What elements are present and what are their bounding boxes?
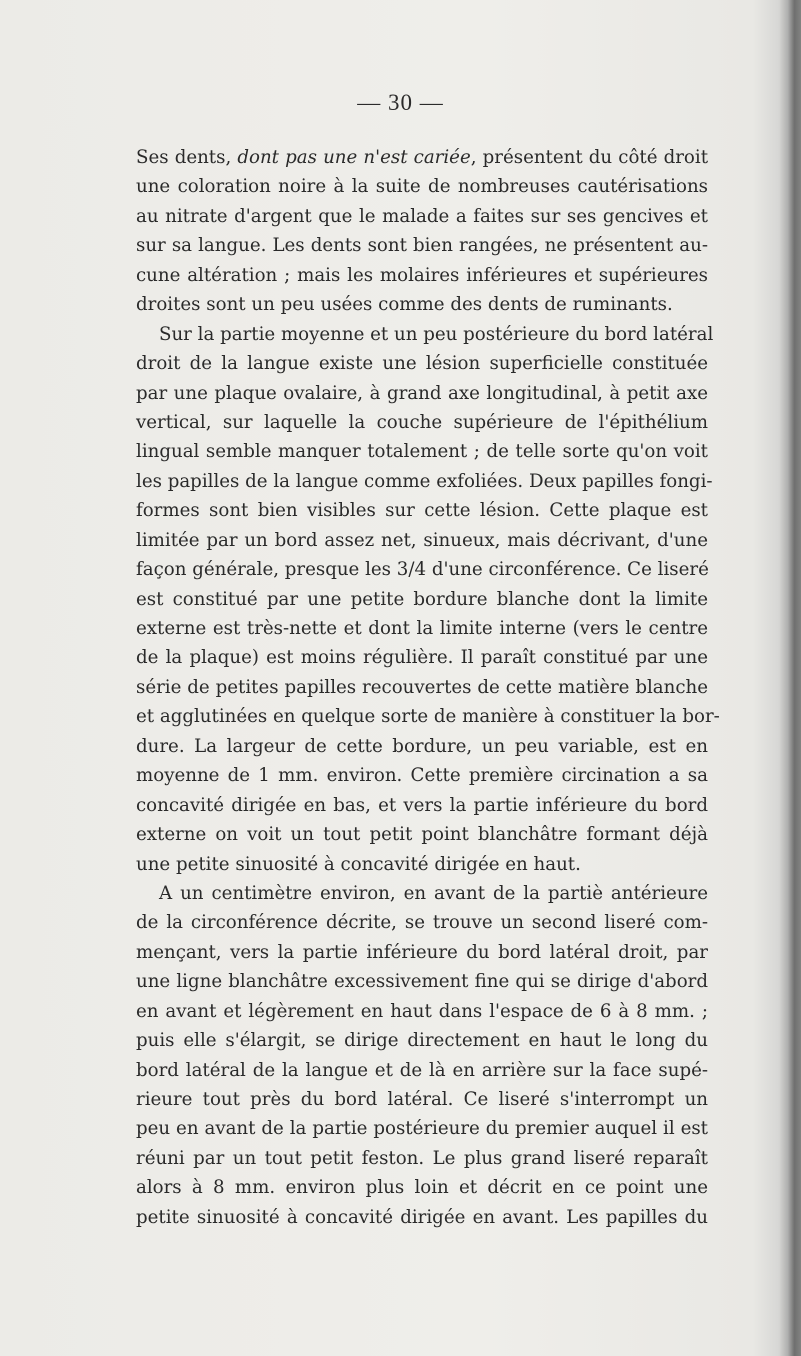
text-line <box>136 614 708 643</box>
text-line <box>136 643 708 672</box>
text-run: est constitué par une petite bordure blanche dont la limite <box>136 588 708 610</box>
text-run: Sur la partie moyenne et un peu postérieure du bord latéral <box>159 323 714 345</box>
text-line <box>136 349 708 378</box>
text-line <box>136 850 708 879</box>
text-run: mençant, vers la partie inférieure du bord latéral droit, par <box>136 941 708 963</box>
text-line <box>136 938 708 967</box>
text-run: , présentent du côté droit <box>470 147 709 168</box>
text-line <box>136 879 708 908</box>
text-run: sur sa langue. Les dents sont bien rangées, ne présentent au- <box>136 235 708 257</box>
text-run: droites sont un peu usées comme des dents de ruminants. <box>136 294 673 316</box>
text-run: externe on voit un tout petit point blanchâtre formant déjà <box>136 824 708 846</box>
text-run: par une plaque ovalaire, à grand axe longitudinal, à petit axe <box>136 382 708 404</box>
text-run: les papilles de la langue comme exfoliées. Deux papilles fongi- <box>136 470 713 492</box>
text-line <box>136 1085 708 1114</box>
text-run: peu en avant de la partie postérieure du premier auquel il est <box>136 1118 708 1140</box>
text-line <box>136 231 708 260</box>
italic-text-run: dont pas une n'est cariée <box>237 147 471 168</box>
text-line <box>136 172 708 201</box>
text-line <box>136 1144 708 1173</box>
text-run: Ses dents, <box>136 147 238 168</box>
text-run: puis elle s'élargit, se dirige directement en haut le long du <box>136 1030 708 1052</box>
text-run: moyenne de 1 mm. environ. Cette première circination a sa <box>136 765 708 787</box>
text-run: rieure tout près du bord latéral. Ce liseré s'interrompt un <box>136 1089 708 1110</box>
text-run: en avant et légèrement en haut dans l'espace de 6 à 8 mm. ; <box>136 1000 708 1022</box>
text-line <box>136 467 713 496</box>
text-line <box>136 526 708 555</box>
text-line <box>136 1203 708 1232</box>
text-line <box>136 202 708 231</box>
text-line <box>136 820 708 849</box>
text-run: réuni par un tout petit feston. Le plus grand liseré reparaît <box>136 1147 708 1169</box>
text-run: externe est très-nette et dont la limite interne (vers le centre <box>136 618 708 639</box>
text-line <box>136 496 708 525</box>
text-run: série de petites papilles recouvertes de cette matière blanche <box>136 676 708 698</box>
text-line <box>136 997 708 1026</box>
text-run: de la plaque) est moins régulière. Il paraît constitué par une <box>136 647 708 669</box>
text-run: de la circonférence décrite, se trouve un second liseré com- <box>136 912 708 934</box>
text-line <box>136 702 720 731</box>
text-run: droit de la langue existe une lésion superficielle constituée <box>136 353 708 375</box>
text-run: alors à 8 mm. environ plus loin et décrit en ce point une <box>136 1177 708 1199</box>
text-line <box>136 1026 708 1055</box>
text-run: formes sont bien visibles sur cette lésion. Cette plaque est <box>136 500 708 522</box>
text-run: dure. La largeur de cette bordure, un peu variable, est en <box>136 735 708 757</box>
text-line <box>136 555 708 584</box>
body-text <box>136 143 720 1232</box>
page-binding-shadow <box>779 0 801 1356</box>
text-run: bord latéral de la langue et de là en arrière sur la face supé- <box>136 1059 708 1081</box>
text-line <box>136 408 708 437</box>
text-run: façon générale, presque les 3/4 d'une circonférence. Ce liseré <box>136 559 709 581</box>
text-run: petite sinuosité à concavité dirigée en avant. Les papilles du <box>136 1206 708 1228</box>
text-run: concavité dirigée en bas, et vers la partie inférieure du bord <box>136 794 708 816</box>
text-run: une coloration noire à la suite de nombreuses cautérisations <box>136 176 708 198</box>
text-line <box>136 908 708 937</box>
text-line <box>136 379 708 408</box>
text-line <box>136 261 708 290</box>
text-run: une petite sinuosité à concavité dirigée en haut. <box>136 853 581 875</box>
text-line <box>136 1173 708 1202</box>
text-line <box>136 143 708 172</box>
text-run: une ligne blanchâtre excessivement fine qui se dirige d'abord <box>136 971 708 993</box>
text-line <box>136 1114 708 1143</box>
page-number: — 30 — <box>357 90 444 115</box>
text-line <box>136 791 708 820</box>
text-run: lingual semble manquer totalement ; de telle sorte qu'on voit <box>136 441 708 463</box>
text-line <box>136 585 708 614</box>
text-line <box>136 673 708 702</box>
text-run: limitée par un bord assez net, sinueux, mais décrivant, d'une <box>136 529 708 551</box>
text-run: au nitrate d'argent que le malade a faites sur ses gencives et <box>136 205 708 227</box>
text-run: A un centimètre environ, en avant de la partiè antérieure <box>159 882 708 904</box>
text-run: et agglutinées en quelque sorte de manière à constituer la bor- <box>136 706 720 728</box>
text-run: cune altération ; mais les molaires inférieures et supérieures <box>136 264 708 286</box>
text-line <box>136 967 708 996</box>
text-line <box>136 320 714 349</box>
text-run: vertical, sur laquelle la couche supérieure de l'épithélium <box>136 411 708 433</box>
text-line <box>136 732 708 761</box>
text-line <box>136 437 708 466</box>
text-line <box>136 761 708 790</box>
text-line <box>136 290 708 319</box>
text-line <box>136 1056 708 1085</box>
